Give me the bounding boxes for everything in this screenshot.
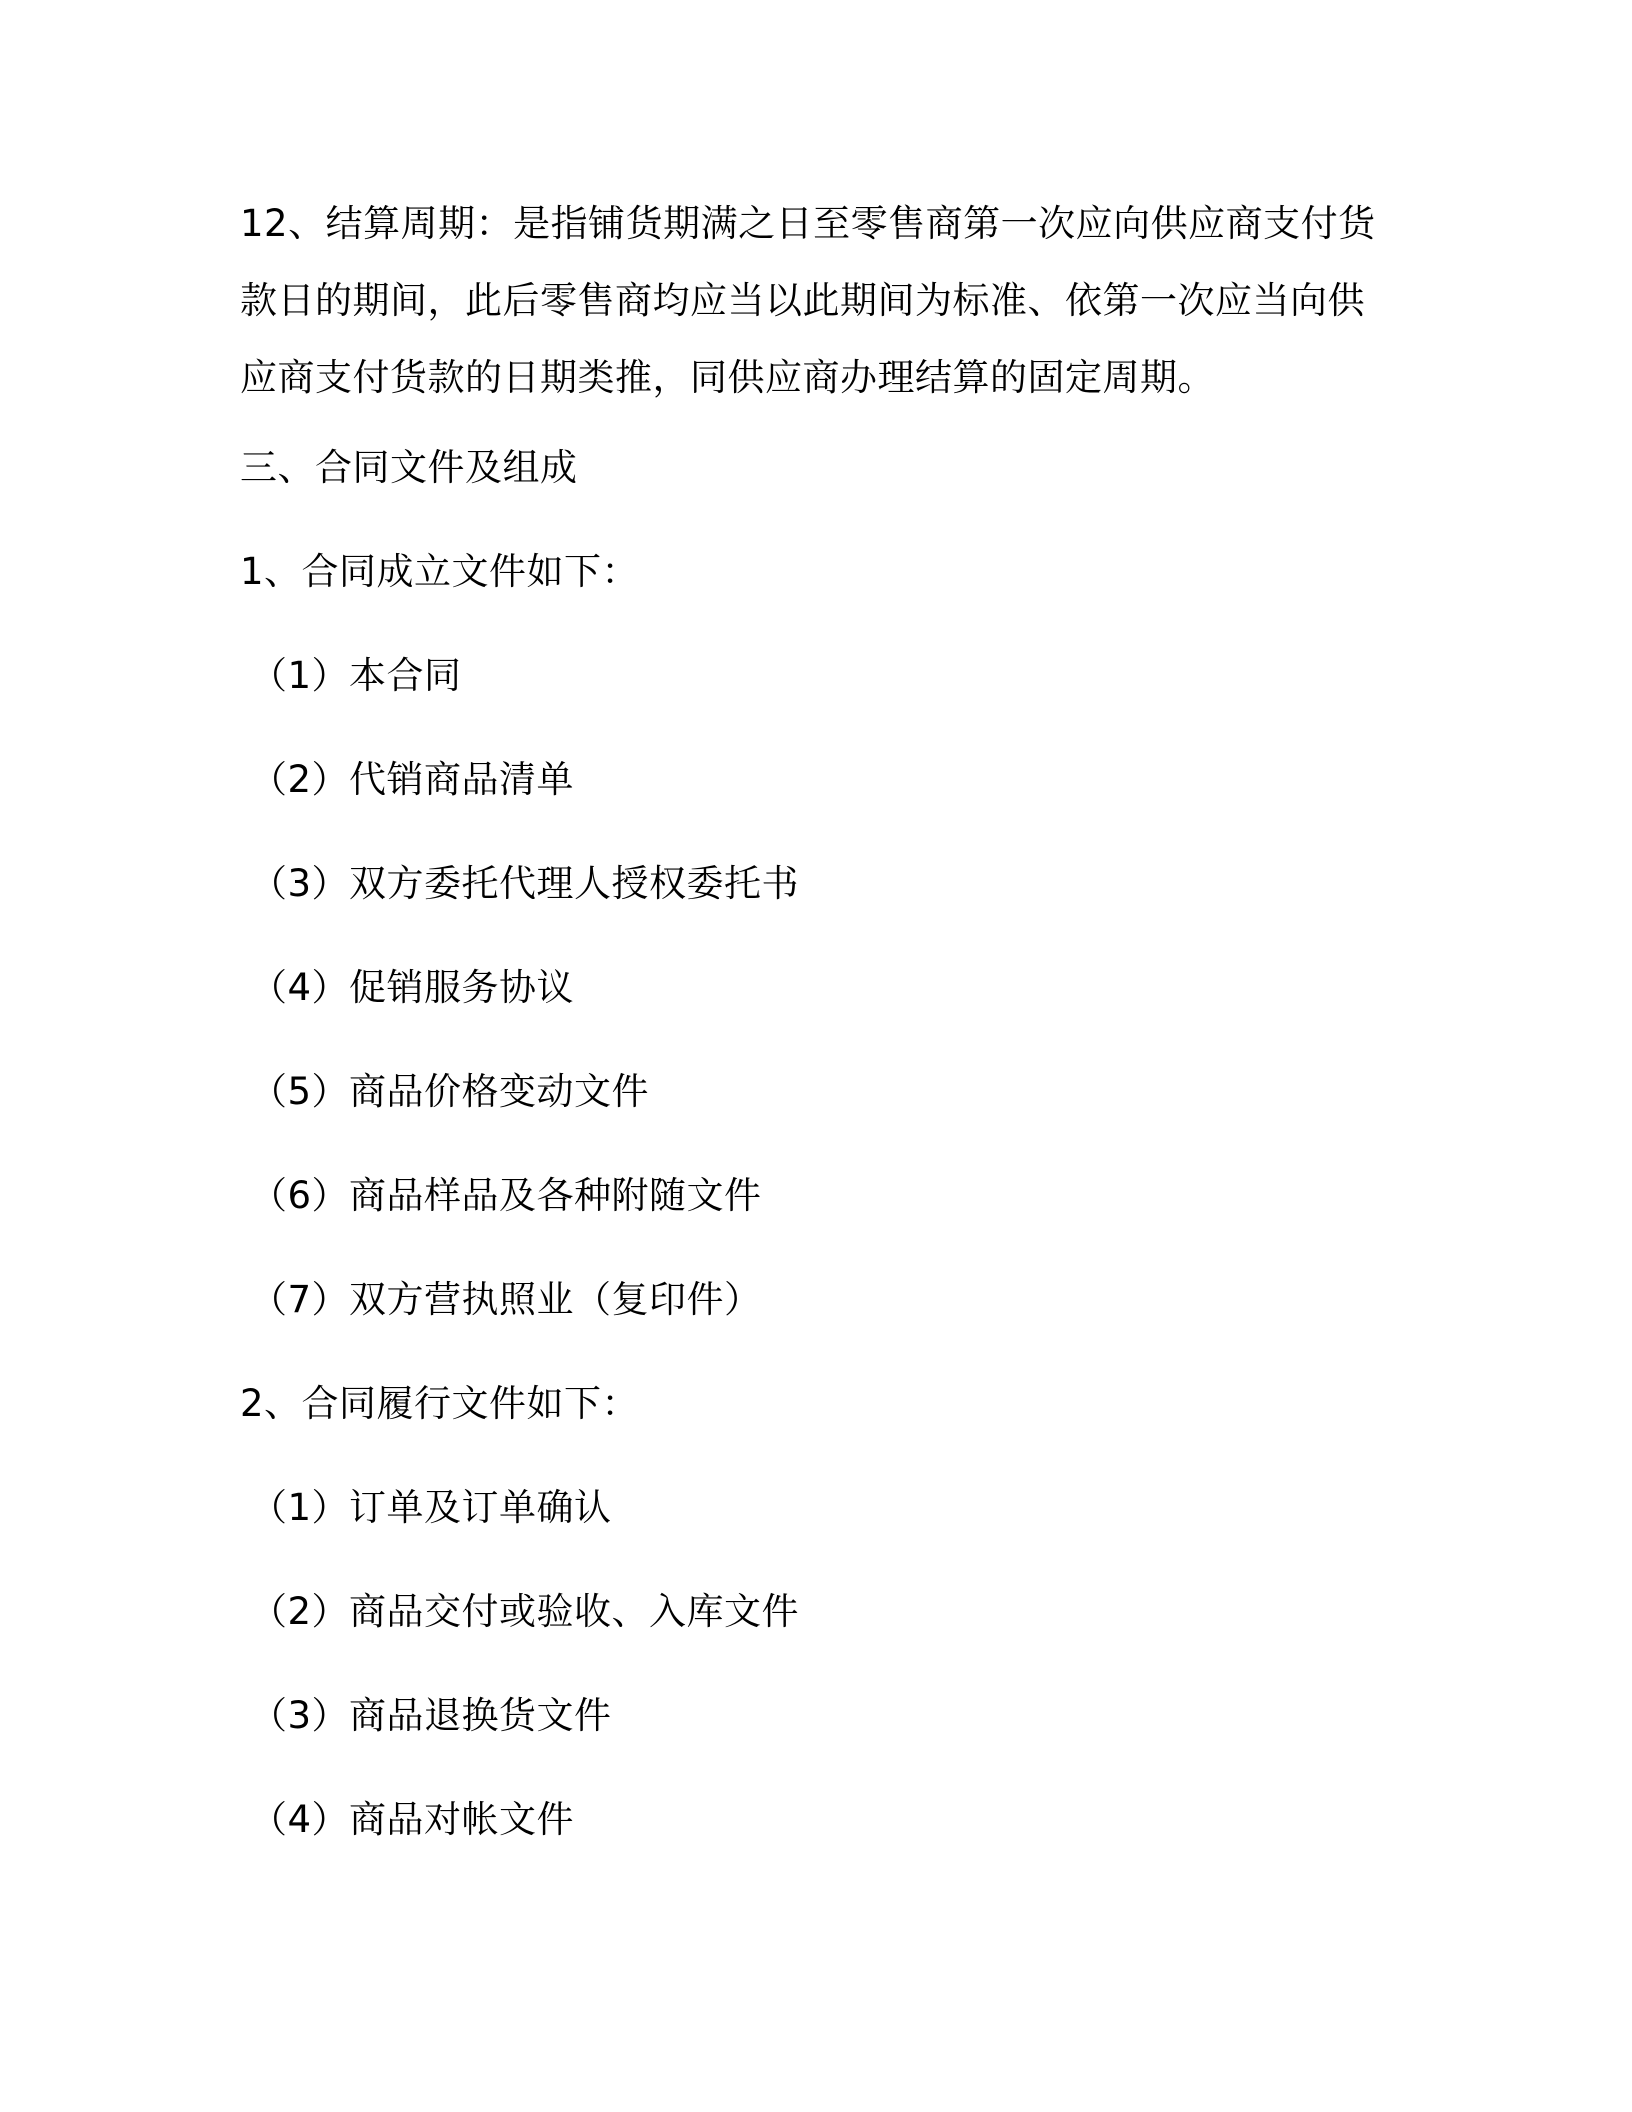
list-item: （7）双方营执照业（复印件） (250, 1278, 762, 1321)
document-body (240, 185, 1380, 1872)
paragraph-line: 12、结算周期：是指铺货期满之日至零售商第一次应向供应商支付货 (240, 202, 1376, 245)
subsection-heading-formation-documents: 1、合同成立文件如下： (240, 550, 640, 593)
subsection-heading-performance-documents: 2、合同履行文件如下： (240, 1382, 640, 1425)
paragraph-line: 款日的期间，此后零售商均应当以此期间为标准、依第一次应当向供 (240, 279, 1365, 322)
list-item: （2）代销商品清单 (250, 758, 575, 801)
list-item: （4）商品对帐文件 (250, 1798, 575, 1841)
list-item: （1）本合同 (250, 654, 462, 697)
paragraph-line: 应商支付货款的日期类推，同供应商办理结算的固定周期。 (240, 356, 1215, 399)
list-item: （4）促销服务协议 (250, 966, 575, 1009)
list-item: （2）商品交付或验收、入库文件 (250, 1590, 800, 1633)
list-item: （3）双方委托代理人授权委托书 (250, 862, 800, 905)
section-heading: 三、合同文件及组成 (240, 446, 578, 489)
paragraph-settlement-period (240, 185, 1380, 416)
list-item: （3）商品退换货文件 (250, 1694, 612, 1737)
list-item: （5）商品价格变动文件 (250, 1070, 650, 1113)
list-item: （1）订单及订单确认 (250, 1486, 612, 1529)
list-item: （6）商品样品及各种附随文件 (250, 1174, 762, 1217)
